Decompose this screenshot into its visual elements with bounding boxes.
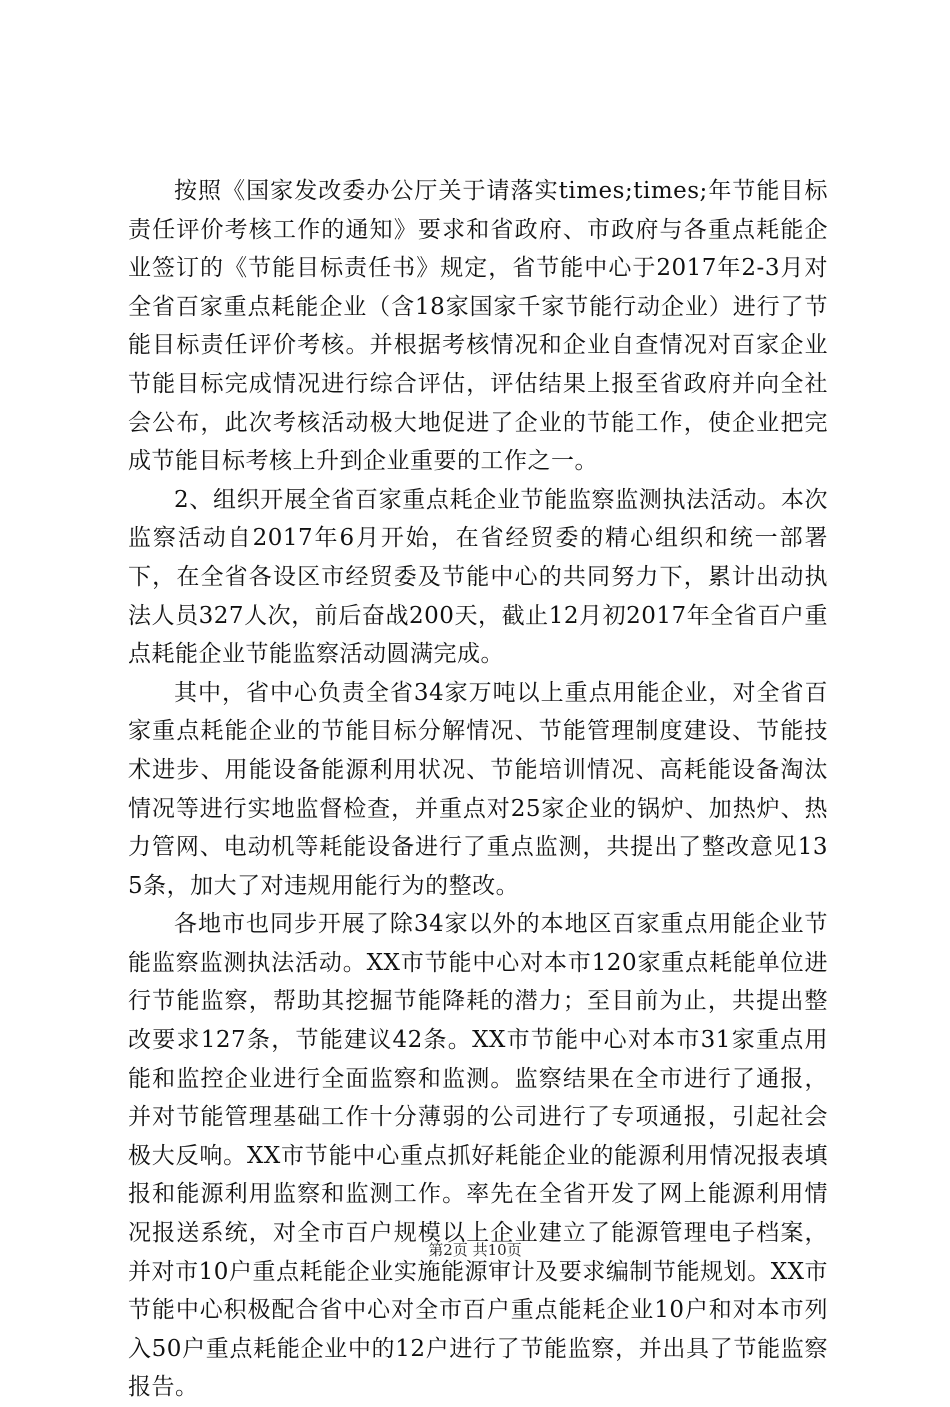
paragraph-provincial-center: 其中，省中心负责全省34家万吨以上重点用能企业，对全省百家重点耗能企业的节能目标分解情况、节能管理制度建设、节能技术进步、用能设备能源利用状况、节能培训情况、高耗能设备淘汰情况等进行实地监督检查，并重点对25家企业的锅炉、加热炉、热力管网、电动机等耗能设备进行了重点监测，共提出了整改意见135条，加大了对违规用能行为的整改。 bbox=[128, 679, 828, 899]
paragraph-assessment: 按照《国家发改委办公厅关于请落实times;times;年节能目标责任评价考核工作的通知》要求和省政府、市政府与各重点耗能企业签订的《节能目标责任书》规定，省节能中心于2017年2-3月对全省百家重点耗能企业（含18家国家千家节能行动企业）进行了节能目标责任评价考核。并根据考核情况和企业自查情况对百家企业节能目标完成情况进行综合评估，评估结果上报至省政府并向全社会公布，此次考核活动极大地促进了企业的节能工作，使企业把完成节能目标考核上升到企业重要的工作之一。 bbox=[128, 178, 828, 475]
paragraph-city-activities: 各地市也同步开展了除34家以外的本地区百家重点用能企业节能监察监测执法活动。XX市节能中心对本市120家重点耗能单位进行节能监察，帮助其挖掘节能降耗的潜力；至目前为止，共提出整改要求127条，节能建议42条。XX市节能中心对本市31家重点用能和监控企业进行全面监察和监测。监察结果在全市进行了通报，并对节能管理基础工作十分薄弱的公司进行了专项通报，引起社会极大反响。XX市节能中心重点抓好耗能企业的能源利用情况报表填报和能源利用监察和监测工作。率先在全省开发了网上能源利用情况报送系统，对全市百户规模以上企业建立了能源管理电子档案，并对市10户重点耗能企业实施能源审计及要求编制节能规划。XX市节能中心积极配合省中心对全市百户重点能耗企业10户和对本市列入50户重点耗能企业中的12户进行了节能监察，并出具了节能监察报告。 bbox=[128, 911, 828, 1401]
page-number-footer: 第2页 共10页 bbox=[428, 1241, 522, 1259]
document-body bbox=[128, 172, 828, 1407]
paragraph-inspection-campaign: 2、组织开展全省百家重点耗企业节能监察监测执法活动。本次监察活动自2017年6月开始，在省经贸委的精心组织和统一部署下，在全省各设区市经贸委及节能中心的共同努力下，累计出动执法人员327人次，前后奋战200天，截止12月初2017年全省百户重点耗能企业节能监察活动圆满完成。 bbox=[128, 486, 828, 668]
